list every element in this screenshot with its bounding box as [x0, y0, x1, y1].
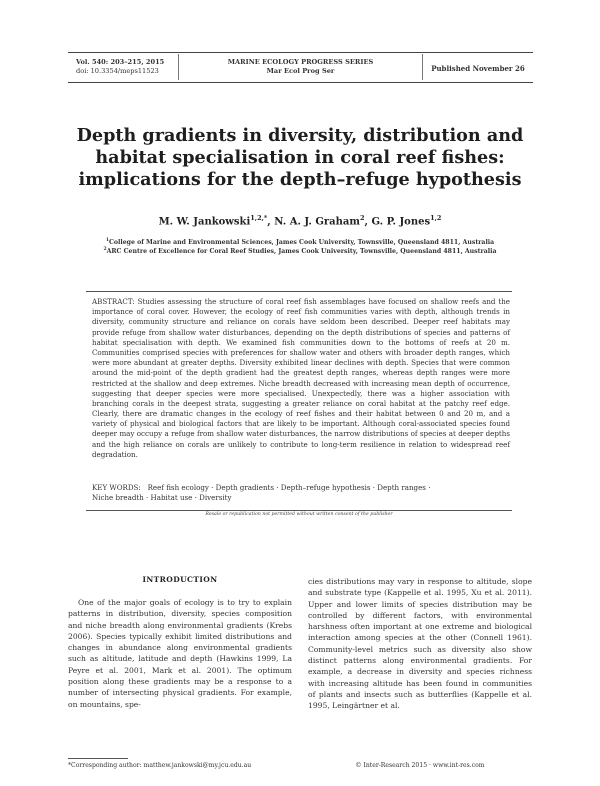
affiliation-text: College of Marine and Environmental Sciences, James Cook University, Townsville, Queensland 4811, Australia	[108, 239, 495, 247]
author-affil-marker: 1,2,*	[250, 214, 268, 222]
title-line-3: implications for the depth–refuge hypothesis	[78, 169, 522, 190]
volume-info	[76, 58, 164, 76]
corresponding-author-footnote[interactable]: *Corresponding author: matthew.jankowski@my.jcu.edu.au	[68, 762, 252, 769]
abstract-top-rule	[86, 291, 512, 292]
copyright-notice[interactable]: © Inter-Research 2015 · www.int-res.com	[355, 762, 485, 769]
body-column-right: cies distributions may vary in response to altitude, slope and substrate type (Kappelle et al. 1995, Xu et al. 2011). Upper and lower limits of species distribution may be controlled by different factors, with environmental harshness often important at one extreme and biological interaction among species at the other (Connell 1961). Community-level metrics such as diversity also show distinct patterns along environmental gradients. For example, a decrease in diversity and species richness with increasing altitude has been found in communities of plants and insects such as butterflies (Kappelle et al. 1995, Leingärtner et al.	[308, 577, 532, 711]
title-line-2: habitat specialisation in coral reef fishes:	[95, 147, 505, 168]
title-line-1: Depth gradients in diversity, distribution and	[76, 125, 524, 146]
body-column-left: One of the major goals of ecology is to try to explain patterns in distribution, diversity, species composition and niche breadth along environmental gradients (Krebs 2006). Species typically exhibit limited distributions and changes in abundance along environmental gradients such as altitude, latitude and depth (Hawkins 1999, La Peyre et al. 2001, Mark et al. 2001). The optimum position along these gradients may be a response to a number of intersecting physical gradients. For example, on mountains, spe-	[68, 598, 292, 709]
abstract-text: Studies assessing the structure of coral reef fish assemblages have focused on shallow reefs and the importance of coral cover. However, the ecology of reef fish communities varies with depth, although trends in diversity, community structure and reliance on corals have seldom been described. Deeper reef habitats may provide refuge from shallow water disturbances, depending on the depth distributions of species and patterns of habitat specialisation with depth. We examined fish communities down to the bottoms of reefs at 20 m. Communities comprised species with preferences for shallow water and others with broader depth ranges, which were more abundant at greater depths. Diversity exhibited linear declines with depth. Species that were common around the mid-point of the depth gradient had the greatest depth ranges, whereas depth ranges were more restricted at the shallow and deep extremes. Niche breadth decreased with increasing mean depth of occurrence, suggesting that deeper species were more specialised. Unexpectedly, there was a higher association with branching corals in the deepest strata, suggesting a greater reliance on coral habitat at the patchy reef edge. Clearly, there are dramatic changes in the ecology of reef fishes and their habitat between 0 and 20 m, and a variety of physical and biological factors that are likely to be important. Although coral-associated species found deeper may occupy a refuge from shallow water disturbances, the narrow distributions of species at deeper depths and the high reliance on corals are unlikely to contribute to long-term resilience in relation to widespread reef degradation.	[92, 297, 510, 459]
keywords-line-2: Niche breadth · Habitat use · Diversity	[92, 493, 232, 503]
abstract	[92, 297, 510, 460]
author-list: M. W. Jankowski$^{1,2,*}$, N. A. J. Graham$^2$, G. P. Jones$^{1,2}$	[158, 214, 442, 228]
journal-abbrev: Mar Ecol Prog Ser	[266, 67, 335, 75]
affiliation-number: 2	[103, 247, 107, 252]
doi-line[interactable]: doi: 10.3354/meps11523	[76, 67, 159, 75]
abstract-label: ABSTRACT:	[92, 297, 135, 306]
journal-name: MARINE ECOLOGY PROGRESS SERIES	[227, 58, 374, 66]
author-name: N. A. J. Graham	[274, 216, 360, 228]
affiliation-text: ARC Centre of Excellence for Coral Reef Studies, James Cook University, Townsville, Queensland 4811, Australia	[106, 248, 497, 256]
affiliation	[60, 238, 540, 246]
volume-line: Vol. 540: 203–215, 2015	[76, 58, 165, 66]
author-name: M. W. Jankowski	[158, 216, 251, 228]
published-date: Published November 26	[431, 64, 525, 73]
abstract-bottom-rule	[86, 510, 512, 511]
keywords	[92, 483, 510, 503]
author-affil-marker: 1,2	[430, 214, 442, 222]
resale-notice: Resale or republication not permitted without written consent of the publisher	[205, 512, 393, 517]
affiliation	[60, 247, 540, 255]
author-affil-marker: 2	[359, 214, 365, 222]
paper-title	[60, 125, 540, 191]
author-name: G. P. Jones	[371, 216, 431, 228]
keywords-line-1: Reef fish ecology · Depth gradients · Depth–refuge hypothesis · Depth ranges ·	[147, 483, 431, 492]
header-bottom-rule	[68, 82, 533, 83]
header-top-rule	[68, 52, 533, 53]
section-heading-introduction: INTRODUCTION	[142, 575, 218, 584]
affiliation-number: 1	[105, 238, 109, 243]
footnote-rule	[68, 758, 128, 759]
keywords-label: KEY WORDS:	[92, 483, 141, 492]
journal-info	[179, 58, 422, 76]
